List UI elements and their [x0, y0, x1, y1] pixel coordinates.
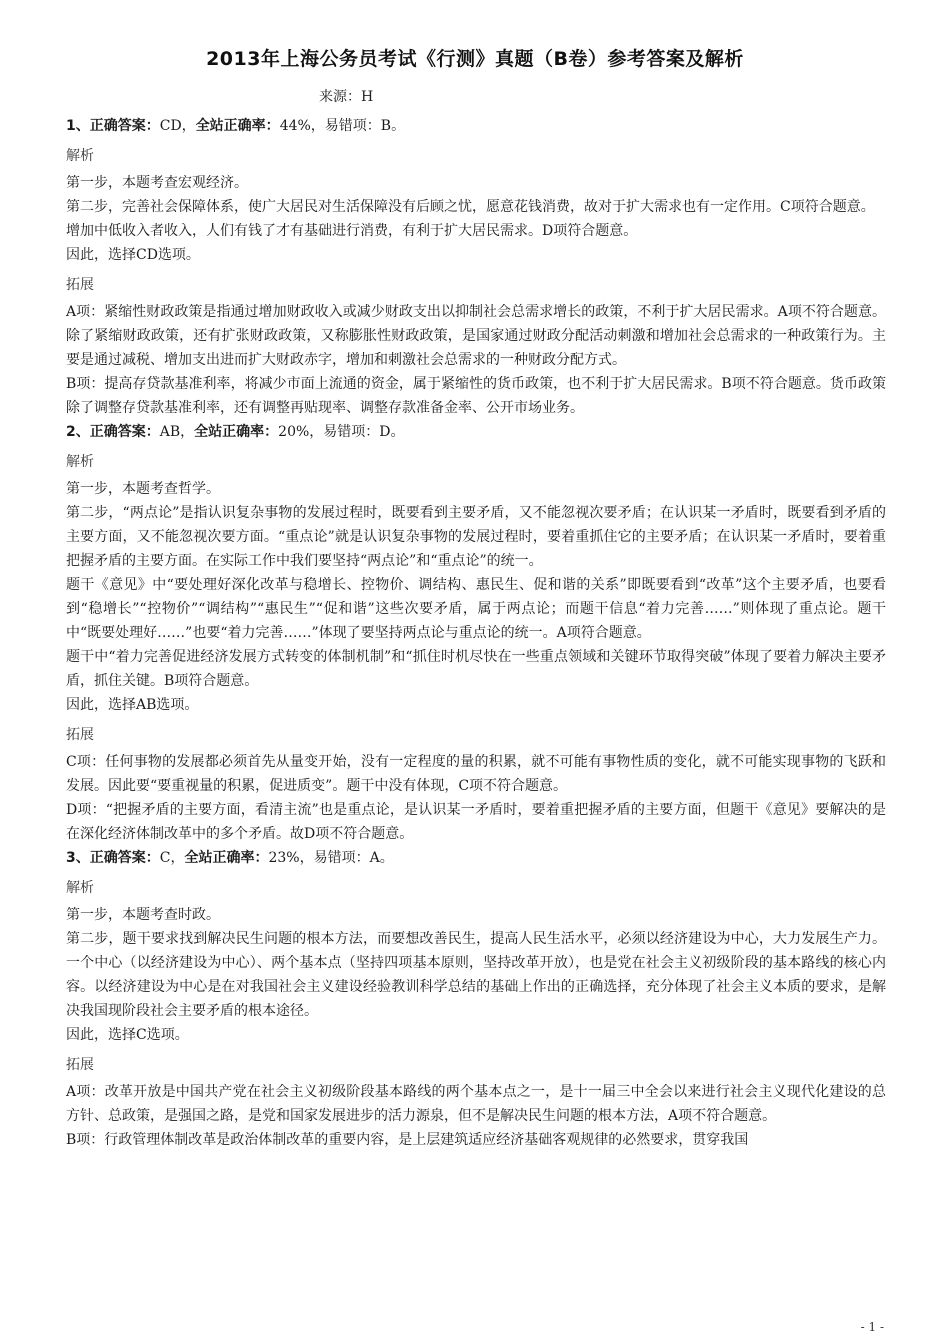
analysis-label: 解析	[66, 454, 94, 470]
question-number: 2、	[66, 424, 90, 440]
question-3-header	[66, 846, 886, 870]
extension-paragraph: D项：“把握矛盾的主要方面，看清主流”也是重点论，是认识某一矛盾时，要着重把握矛盾的主要方面，但题干《意见》要解决的是在深化经济体制改革中的多个矛盾。故D项不符合题意。	[66, 802, 886, 842]
rate-value: 23%，易错项：A。	[268, 850, 394, 866]
rate-value: 20%，易错项：D。	[278, 424, 405, 440]
question-2-header	[66, 420, 886, 444]
question-1-header	[66, 114, 886, 138]
rate-value: 44%，易错项：B。	[279, 118, 406, 134]
analysis-paragraph: 因此，选择CD选项。	[66, 247, 200, 263]
answer-value: AB，	[159, 424, 195, 440]
analysis-paragraph: 增加中低收入者收入，人们有钱了才有基础进行消费，有利于扩大居民需求。D项符合题意。	[66, 223, 638, 239]
analysis-paragraph: 题干《意见》中“要处理好深化改革与稳增长、控物价、调结构、惠民生、促和谐的关系”即既要看到“改革”这个主要矛盾，也要看到“稳增长”“控物价”“调结构”“惠民生”“促和谐”这些次要矛盾，属于两点论；而题干信息“着力完善……”则体现了重点论。题干中“既要处理好……”也要“着力完善……”体现了要坚持两点论与重点论的统一。A项符合题意。	[66, 577, 886, 641]
analysis-paragraph: 因此，选择C选项。	[66, 1027, 189, 1043]
rate-label: 全站正确率：	[195, 118, 280, 134]
analysis-label: 解析	[66, 880, 94, 896]
source-line: 来源：H	[319, 89, 374, 105]
answer-value: CD，	[159, 118, 196, 134]
extension-label: 拓展	[66, 727, 94, 743]
analysis-paragraph: 因此，选择AB选项。	[66, 697, 199, 713]
page-number: - 1 -	[860, 1320, 884, 1334]
analysis-paragraph: 题干中“着力完善促进经济发展方式转变的体制机制”和“抓住时机尽快在一些重点领域和关键环节取得突破”体现了要着力解决主要矛盾，抓住关键。B项符合题意。	[66, 649, 886, 689]
analysis-paragraph: 第一步，本题考查宏观经济。	[66, 175, 248, 191]
answer-label: 正确答案：	[89, 118, 160, 134]
analysis-paragraph: 第一步，本题考查时政。	[66, 907, 220, 923]
rate-label: 全站正确率：	[184, 850, 269, 866]
question-number: 1、	[66, 118, 90, 134]
document-body	[66, 114, 886, 1152]
answer-label: 正确答案：	[89, 850, 160, 866]
extension-paragraph: A项：改革开放是中国共产党在社会主义初级阶段基本路线的两个基本点之一，是十一届三中全会以来进行社会主义现代化建设的总方针、总政策，是强国之路，是党和国家发展进步的活力源泉，但不是解决民生问题的根本方法，A项不符合题意。	[66, 1084, 886, 1124]
question-number: 3、	[66, 850, 90, 866]
analysis-paragraph: 第二步，“两点论”是指认识复杂事物的发展过程时，既要看到主要矛盾，又不能忽视次要矛盾；在认识某一矛盾时，既要看到矛盾的主要方面，又不能忽视次要方面。“重点论”就是认识复杂事物的发展过程时，要着重抓住它的主要矛盾；在认识某一矛盾时，要着重把握矛盾的主要方面。在实际工作中我们要坚持“两点论”和“重点论”的统一。	[66, 505, 886, 569]
extension-label: 拓展	[66, 1057, 94, 1073]
analysis-paragraph: 第一步，本题考查哲学。	[66, 481, 220, 497]
extension-paragraph: C项：任何事物的发展都必须首先从量变开始，没有一定程度的量的积累，就不可能有事物性质的变化，就不可能实现事物的飞跃和发展。因此要“要重视量的积累，促进质变”。题干中没有体现，C项不符合题意。	[66, 754, 886, 794]
answer-value: C，	[159, 850, 185, 866]
analysis-label: 解析	[66, 148, 94, 164]
page-title: 2013年上海公务员考试《行测》真题（B卷）参考答案及解析	[206, 48, 744, 70]
analysis-paragraph: 第二步，题干要求找到解决民生问题的根本方法，而要想改善民生，提高人民生活水平，必须以经济建设为中心，大力发展生产力。一个中心（以经济建设为中心）、两个基本点（坚持四项基本原则，坚持改革开放），也是党在社会主义初级阶段的基本路线的核心内容。以经济建设为中心是在对我国社会主义建设经验教训科学总结的基础上作出的正确选择，充分体现了社会主义本质的要求，是解决我国现阶段社会主要矛盾的根本途径。	[66, 931, 886, 1019]
extension-paragraph: B项：提高存贷款基准利率，将减少市面上流通的资金，属于紧缩性的货币政策，也不利于扩大居民需求。B项不符合题意。货币政策除了调整存贷款基准利率，还有调整再贴现率、调整存款准备金率、公开市场业务。	[66, 376, 886, 416]
answer-label: 正确答案：	[89, 424, 160, 440]
extension-paragraph: A项：紧缩性财政政策是指通过增加财政收入或减少财政支出以抑制社会总需求增长的政策，不利于扩大居民需求。A项不符合题意。除了紧缩财政政策，还有扩张财政政策，又称膨胀性财政政策，是国家通过财政分配活动刺激和增加社会总需求的一种政策行为。主要是通过减税、增加支出进而扩大财政赤字，增加和刺激社会总需求的一种财政分配方式。	[66, 304, 886, 368]
analysis-paragraph: 第二步，完善社会保障体系，使广大居民对生活保障没有后顾之忧，愿意花钱消费，故对于扩大需求也有一定作用。C项符合题意。	[66, 199, 875, 215]
extension-paragraph: B项：行政管理体制改革是政治体制改革的重要内容，是上层建筑适应经济基础客观规律的必然要求，贯穿我国	[66, 1132, 749, 1148]
extension-label: 拓展	[66, 277, 94, 293]
rate-label: 全站正确率：	[194, 424, 279, 440]
